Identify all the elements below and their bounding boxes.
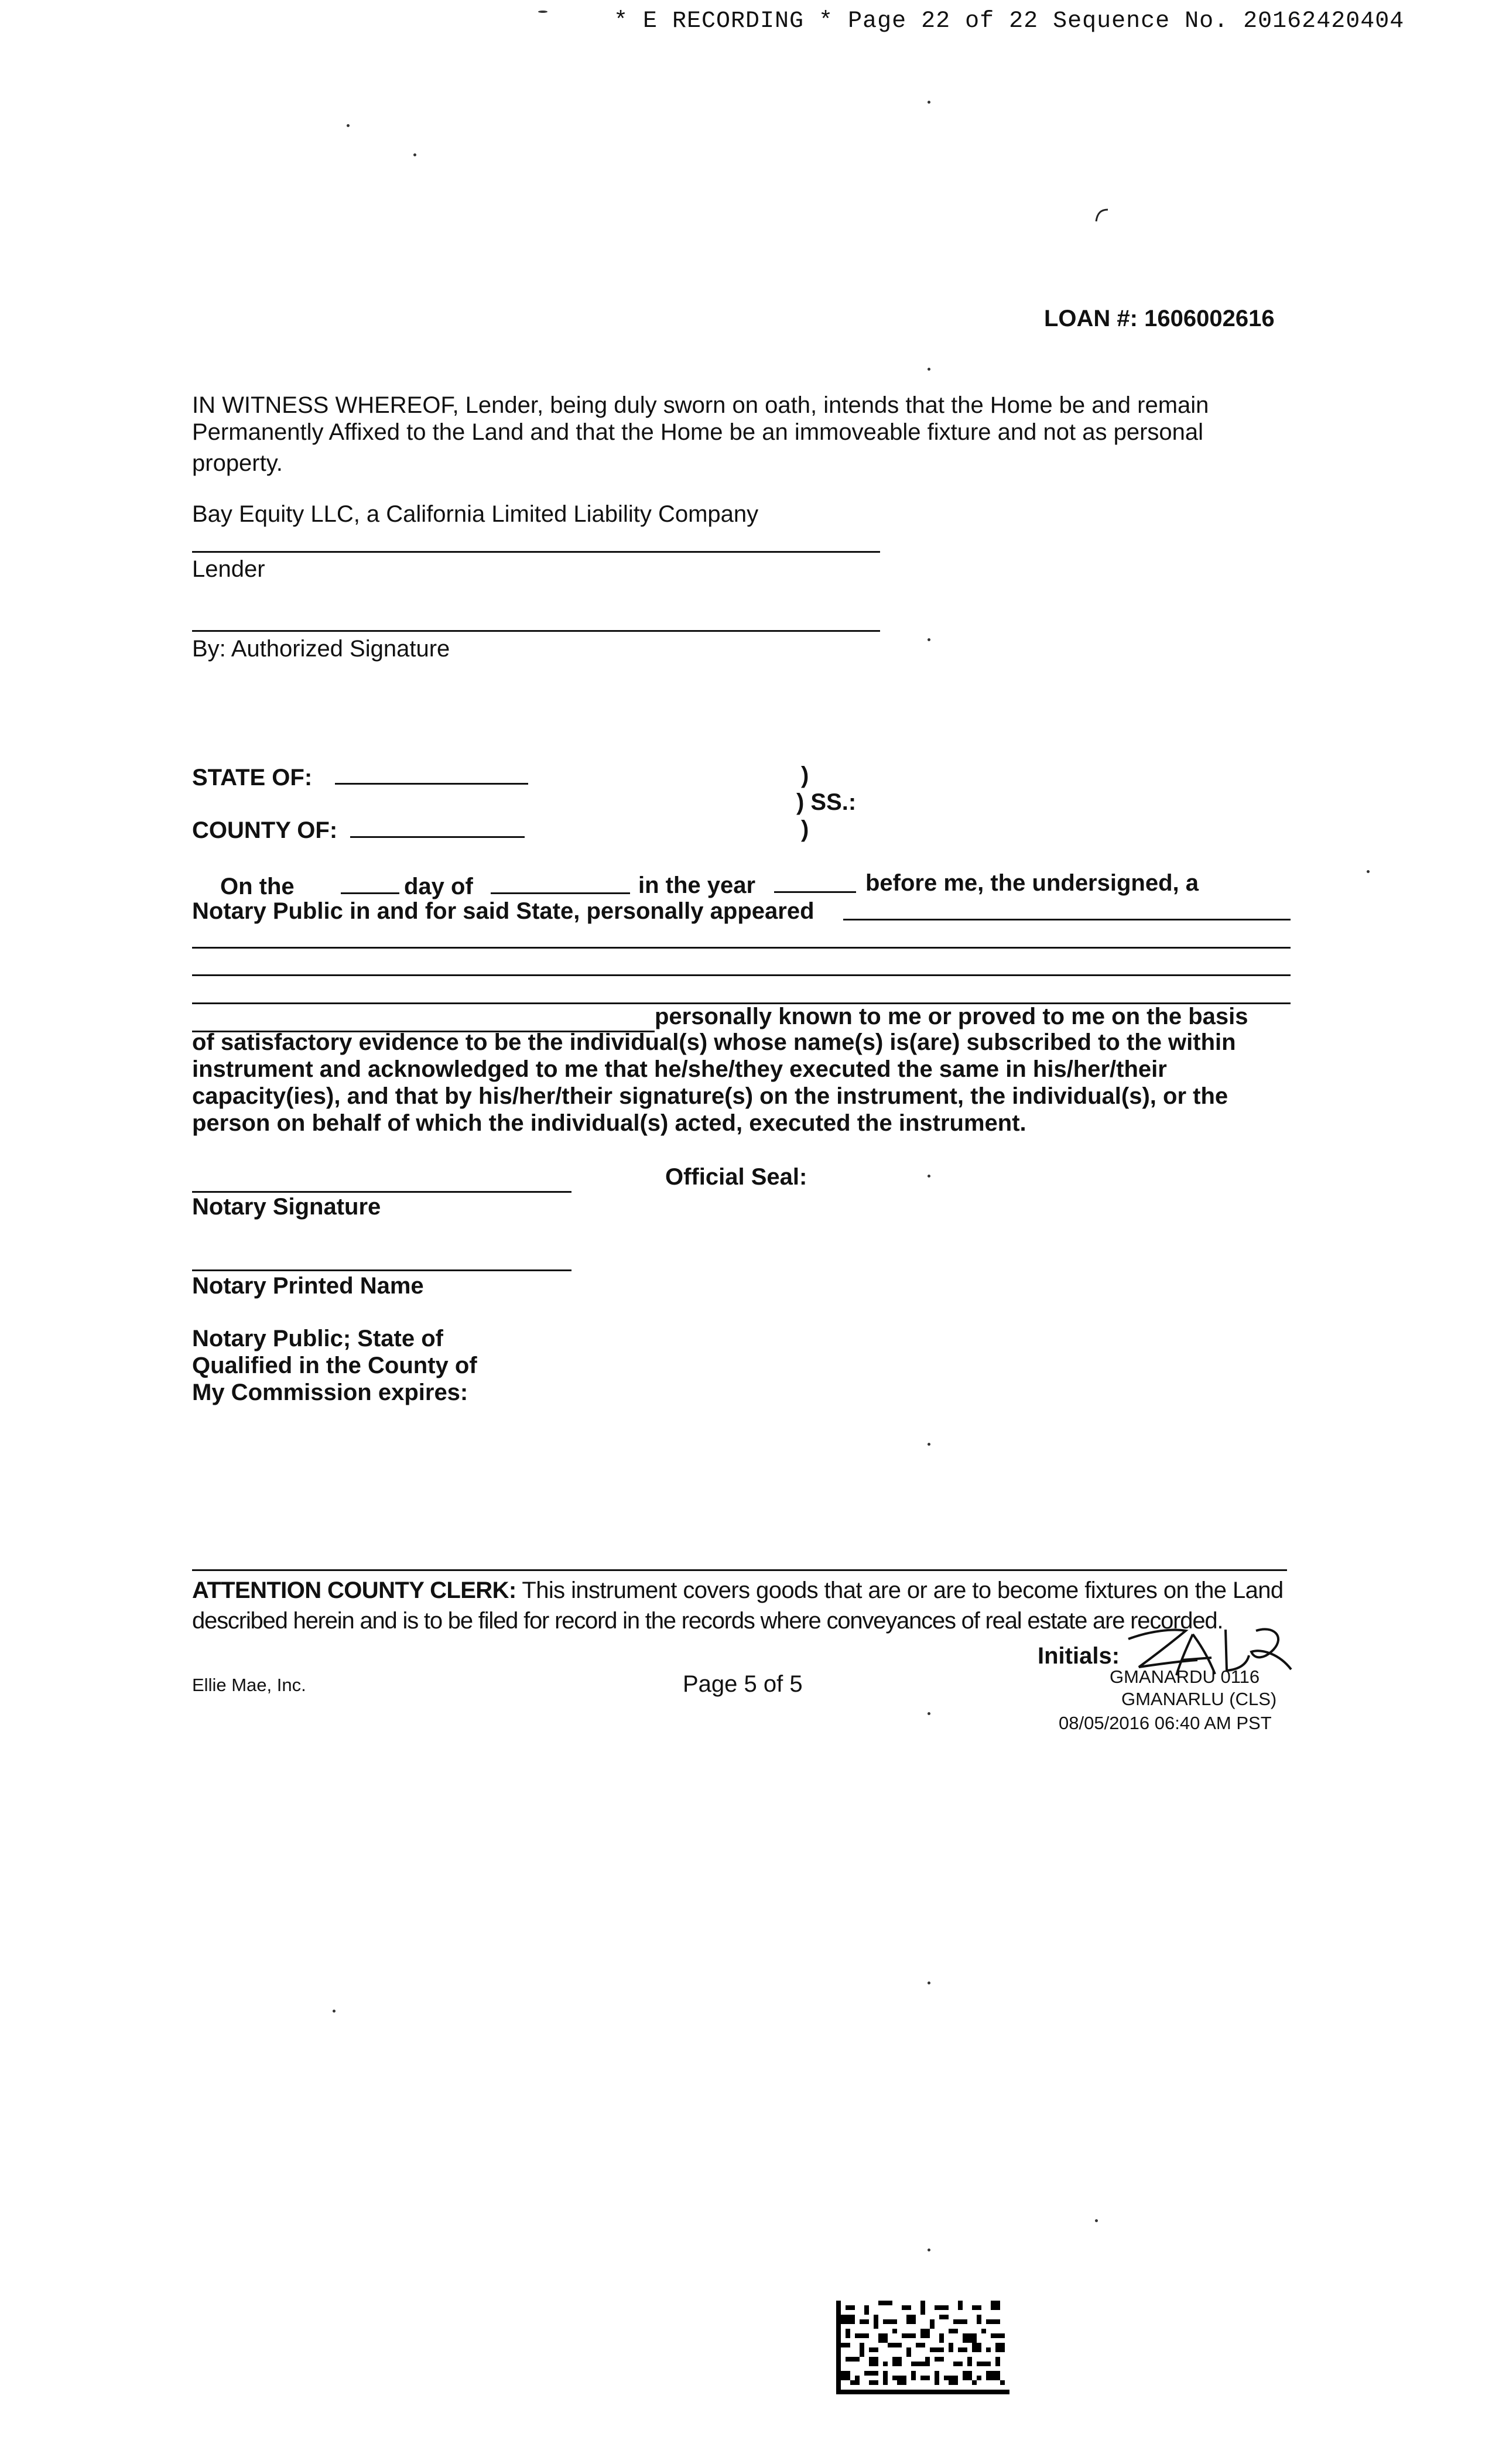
personally-known-text: personally known to me or proved to me on the basis bbox=[655, 1004, 1248, 1029]
recording-header: * E RECORDING * Page 22 of 22 Sequence No. 20162420404 bbox=[614, 8, 1405, 35]
state-of-label: STATE OF: bbox=[192, 765, 313, 790]
attention-rule bbox=[192, 1569, 1287, 1571]
attention-line-2: described herein and is to be filed for record in the records where conveyances of real estate are recorded. bbox=[192, 1608, 1223, 1634]
scan-speck bbox=[333, 2010, 336, 2013]
footer-form-code-2: GMANARLU (CLS) bbox=[1121, 1689, 1277, 1709]
loan-number-line bbox=[1044, 302, 1275, 335]
2d-barcode-icon bbox=[836, 2301, 1009, 2394]
scan-speck bbox=[928, 1712, 930, 1715]
witness-line-1: IN WITNESS WHEREOF, Lender, being duly sworn on oath, intends that the Home be and remain bbox=[192, 392, 1209, 418]
ss-label: ) SS.: bbox=[796, 789, 857, 815]
authorized-signature-line bbox=[192, 630, 880, 632]
notary-public-line: Notary Public in and for said State, personally appeared bbox=[192, 898, 814, 924]
loan-label: LOAN #: bbox=[1044, 306, 1138, 331]
footer-form-code: GMANARDU 0116 bbox=[1110, 1666, 1260, 1687]
ack-line-a: of satisfactory evidence to be the individual(s) whose name(s) is(are) subscribed to the within bbox=[192, 1029, 1236, 1055]
scan-speck bbox=[413, 153, 416, 156]
witness-line-2: Permanently Affixed to the Land and that the Home be an immoveable fixture and not as personal bbox=[192, 419, 1204, 445]
scan-speck bbox=[928, 368, 930, 371]
ss-paren-bottom: ) bbox=[801, 816, 809, 842]
lender-company: Bay Equity LLC, a California Limited Liability Company bbox=[192, 501, 759, 527]
notary-printed-name-label: Notary Printed Name bbox=[192, 1273, 424, 1299]
county-blank bbox=[350, 836, 525, 838]
scan-speck bbox=[928, 1443, 930, 1446]
ack-line-b: instrument and acknowledged to me that he/she/they executed the same in his/her/their bbox=[192, 1056, 1167, 1082]
scan-speck bbox=[1367, 870, 1370, 873]
scan-speck bbox=[347, 124, 350, 127]
before-me-text: before me, the undersigned, a bbox=[865, 870, 1199, 896]
ack-line-d: person on behalf of which the individual(s) acted, executed the instrument. bbox=[192, 1110, 1026, 1136]
scan-speck bbox=[928, 638, 930, 641]
scan-speck bbox=[928, 101, 930, 104]
loan-number: 1606002616 bbox=[1144, 306, 1275, 331]
county-of-label: COUNTY OF: bbox=[192, 817, 338, 843]
footer-page: Page 5 of 5 bbox=[683, 1671, 803, 1697]
notary-qualified-county: Qualified in the County of bbox=[192, 1353, 477, 1378]
in-the-year-label: in the year bbox=[638, 872, 756, 898]
notary-public-state: Notary Public; State of bbox=[192, 1326, 443, 1351]
year-blank bbox=[774, 891, 856, 893]
month-blank bbox=[491, 892, 630, 894]
footer-vendor: Ellie Mae, Inc. bbox=[192, 1675, 306, 1695]
scan-mark bbox=[1094, 206, 1111, 224]
scan-speck bbox=[928, 1982, 930, 1984]
initials-label: Initials: bbox=[1038, 1643, 1120, 1669]
lender-signature-line bbox=[192, 551, 880, 553]
ack-line-c: capacity(ies), and that by his/her/their signature(s) on the instrument, the individual(s), or the bbox=[192, 1083, 1228, 1109]
attention-line-1 bbox=[192, 1574, 1284, 1607]
day-of-label: day of bbox=[404, 874, 473, 899]
ss-paren-top: ) bbox=[801, 762, 809, 788]
official-seal-label: Official Seal: bbox=[665, 1164, 807, 1190]
appeared-blank-1 bbox=[843, 919, 1291, 920]
lender-label: Lender bbox=[192, 556, 265, 582]
notary-signature-label: Notary Signature bbox=[192, 1194, 381, 1220]
state-blank bbox=[335, 783, 528, 785]
day-blank bbox=[341, 892, 399, 894]
on-the-label: On the bbox=[220, 874, 295, 899]
appeared-blank-2 bbox=[192, 947, 1291, 949]
scan-speck bbox=[928, 2249, 930, 2251]
authorized-signature-label: By: Authorized Signature bbox=[192, 636, 450, 662]
notary-commission-expires: My Commission expires: bbox=[192, 1380, 468, 1405]
appeared-blank-3 bbox=[192, 974, 1291, 976]
attention-text-1: This instrument covers goods that are or are to become fixtures on the Land bbox=[522, 1577, 1284, 1603]
scan-speck bbox=[928, 1175, 930, 1178]
attention-label: ATTENTION COUNTY CLERK: bbox=[192, 1577, 516, 1603]
scan-speck bbox=[538, 11, 547, 13]
scan-speck bbox=[1095, 2219, 1098, 2222]
footer-timestamp: 08/05/2016 06:40 AM PST bbox=[1059, 1713, 1272, 1733]
witness-line-3: property. bbox=[192, 450, 283, 476]
